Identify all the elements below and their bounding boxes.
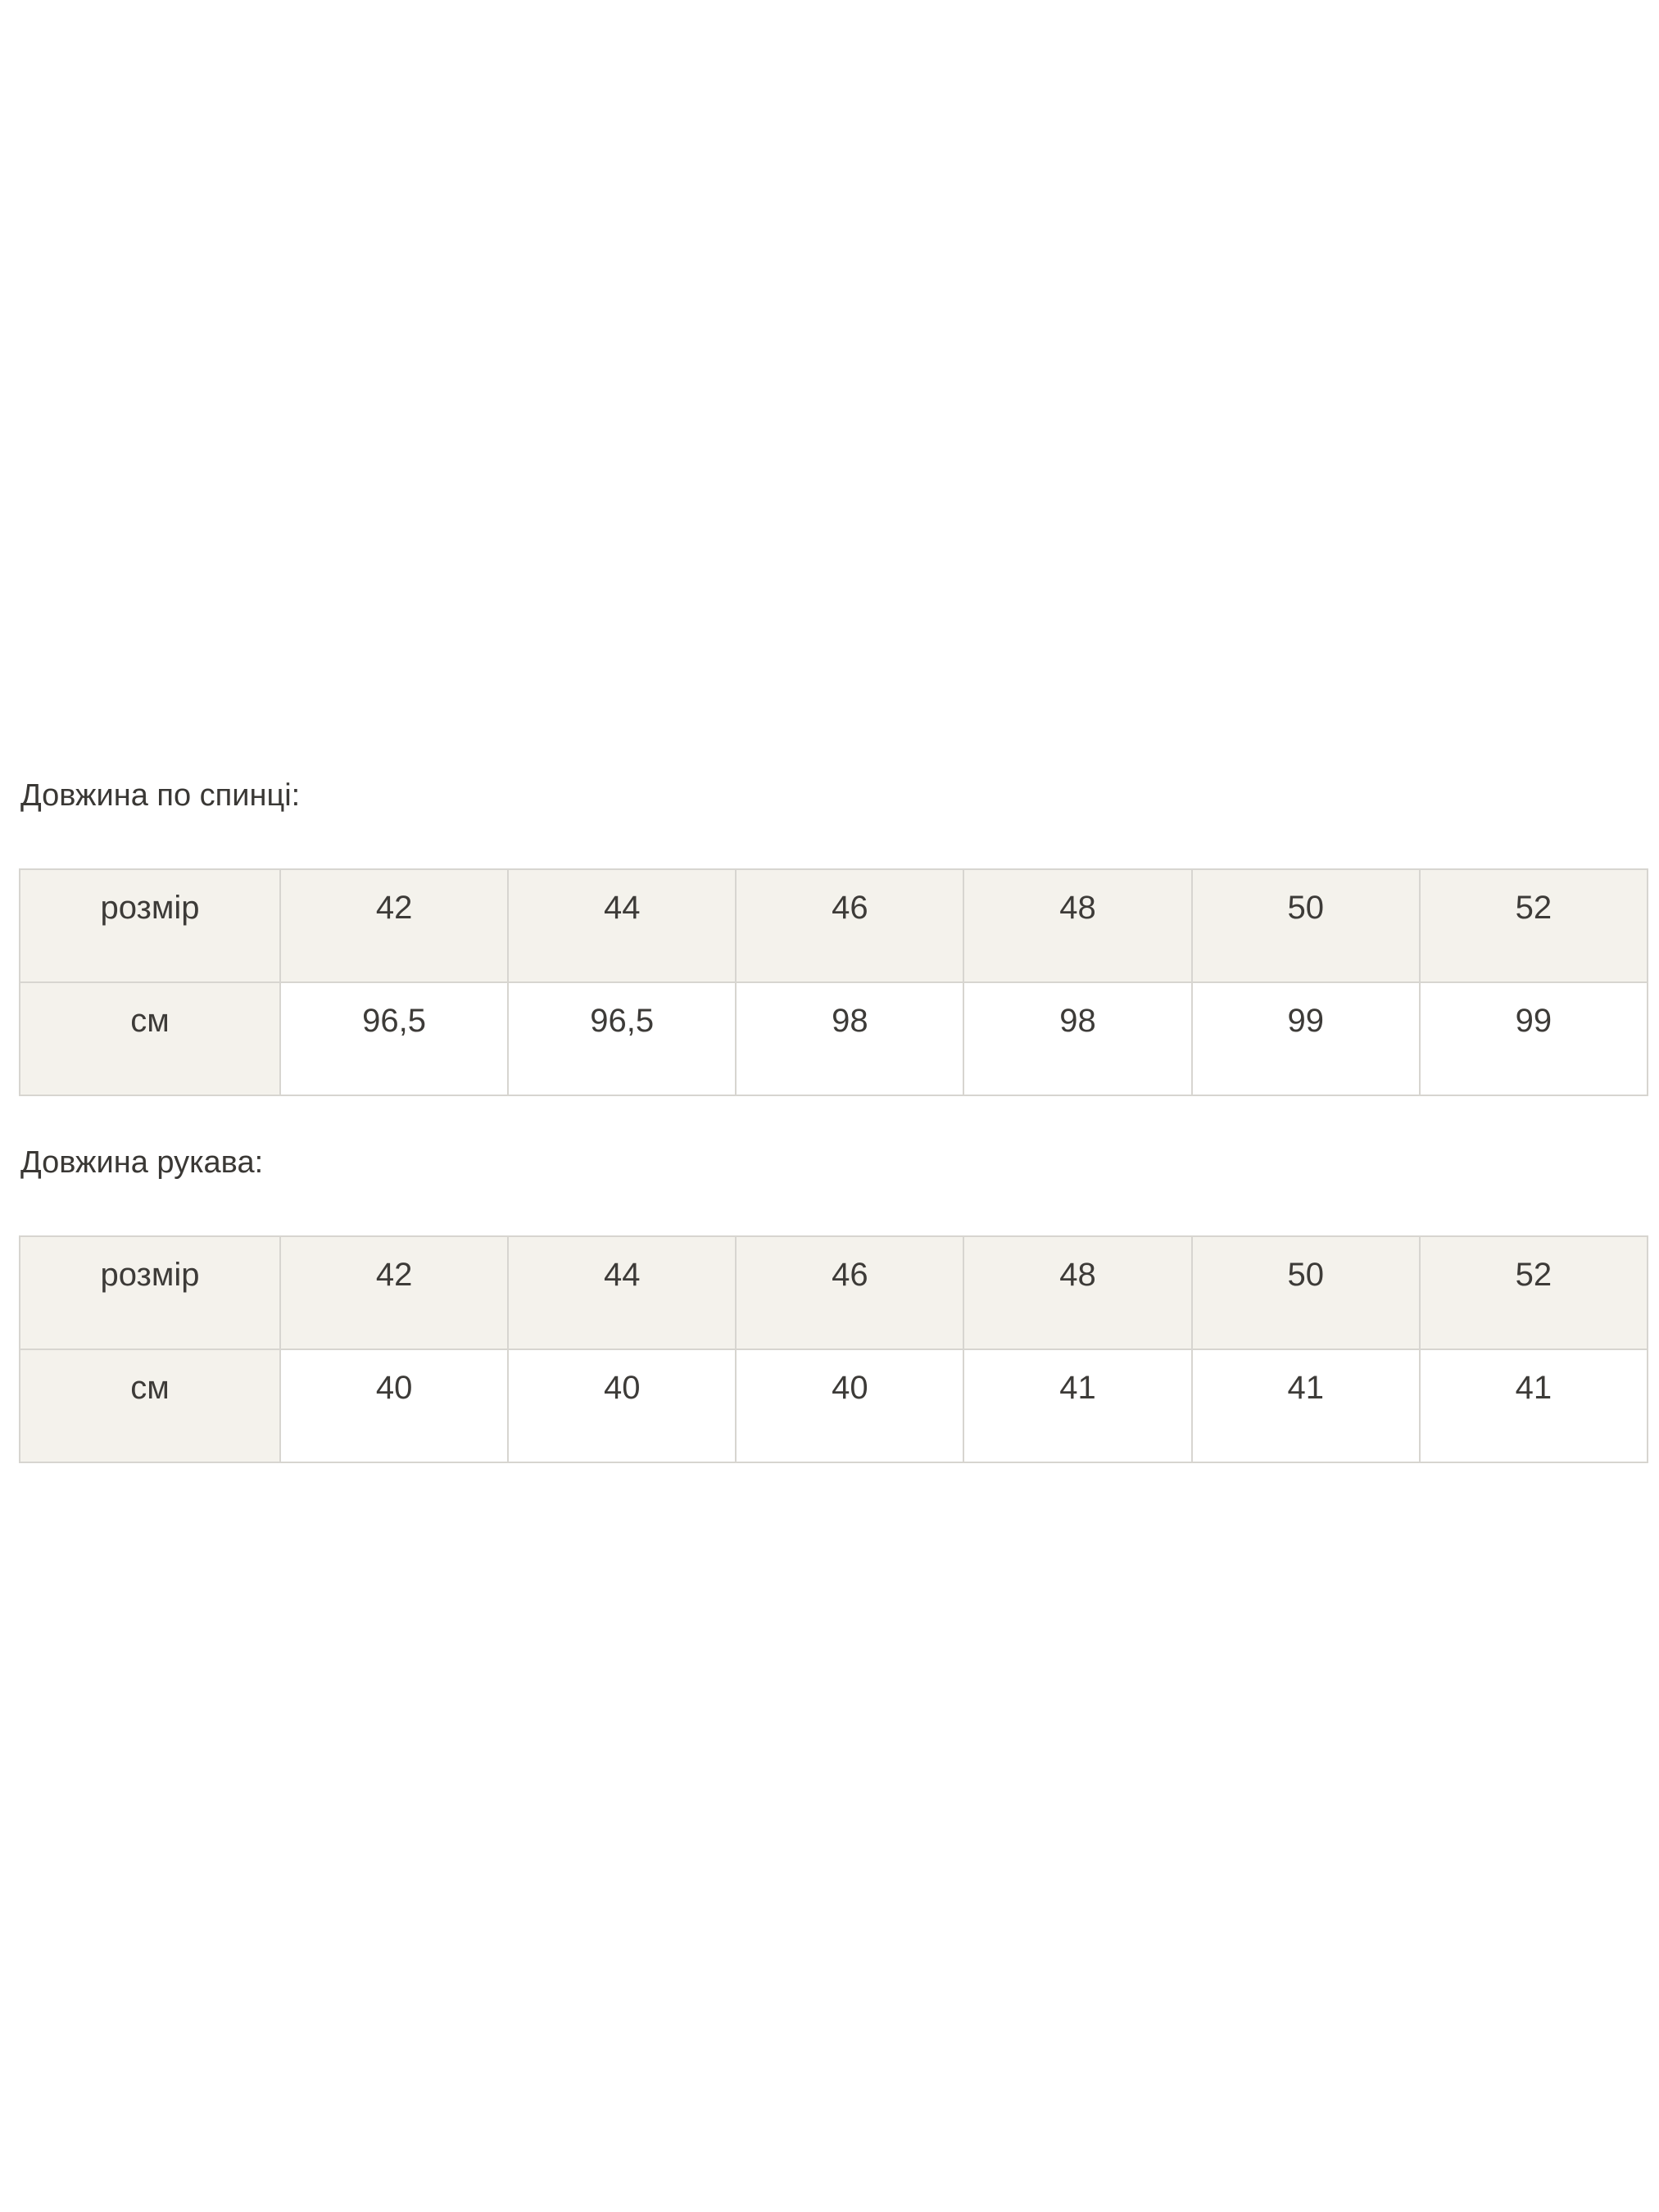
size-cell: 42 bbox=[280, 869, 508, 982]
table-row-sizes bbox=[20, 869, 1648, 982]
size-cell: 48 bbox=[963, 1236, 1191, 1349]
value-cell: 98 bbox=[736, 982, 963, 1095]
value-cell: 99 bbox=[1192, 982, 1420, 1095]
row-header-unit-label: см bbox=[20, 982, 280, 1095]
value-cell: 41 bbox=[1420, 1349, 1648, 1462]
size-cell: 52 bbox=[1420, 1236, 1648, 1349]
section-back-length bbox=[19, 777, 1648, 1096]
size-cell: 50 bbox=[1192, 869, 1420, 982]
value-cell: 41 bbox=[1192, 1349, 1420, 1462]
size-cell: 48 bbox=[963, 869, 1191, 982]
value-cell: 99 bbox=[1420, 982, 1648, 1095]
section-sleeve-length bbox=[19, 1144, 1648, 1463]
size-cell: 46 bbox=[736, 1236, 963, 1349]
row-header-size-label: розмір bbox=[20, 1236, 280, 1349]
value-cell: 40 bbox=[736, 1349, 963, 1462]
value-cell: 98 bbox=[963, 982, 1191, 1095]
row-header-size-label: розмір bbox=[20, 869, 280, 982]
table-row-sizes bbox=[20, 1236, 1648, 1349]
size-cell: 46 bbox=[736, 869, 963, 982]
value-cell: 40 bbox=[280, 1349, 508, 1462]
table-row-values bbox=[20, 982, 1648, 1095]
size-table-back-length bbox=[19, 868, 1648, 1096]
size-cell: 50 bbox=[1192, 1236, 1420, 1349]
section-heading: Довжина по спинці: bbox=[20, 778, 301, 813]
size-cell: 44 bbox=[508, 869, 736, 982]
size-table-sleeve-length bbox=[19, 1235, 1648, 1463]
value-cell: 40 bbox=[508, 1349, 736, 1462]
row-header-unit-label: см bbox=[20, 1349, 280, 1462]
value-cell: 41 bbox=[963, 1349, 1191, 1462]
size-cell: 42 bbox=[280, 1236, 508, 1349]
section-heading: Довжина рукава: bbox=[20, 1145, 264, 1180]
size-cell: 44 bbox=[508, 1236, 736, 1349]
table-row-values bbox=[20, 1349, 1648, 1462]
size-cell: 52 bbox=[1420, 869, 1648, 982]
value-cell: 96,5 bbox=[280, 982, 508, 1095]
value-cell: 96,5 bbox=[508, 982, 736, 1095]
